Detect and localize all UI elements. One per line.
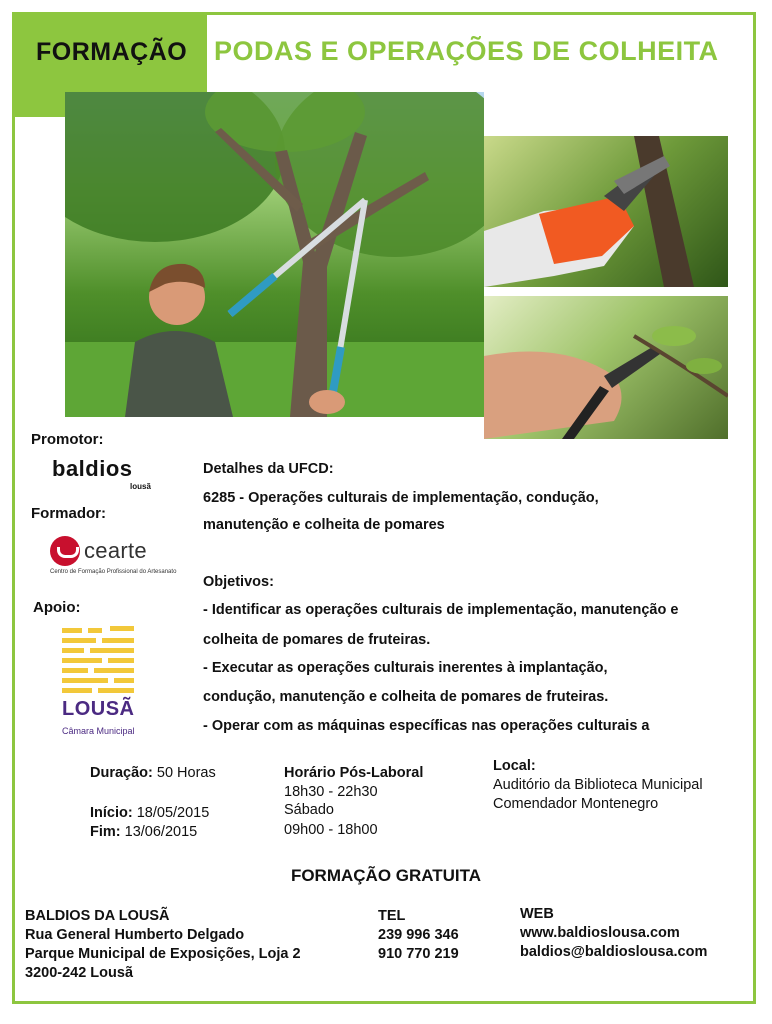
duracao-value: 50 Horas xyxy=(156,765,216,781)
horario-line: Sábado xyxy=(284,802,334,818)
free-training-banner: FORMAÇÃO GRATUITA xyxy=(290,866,482,885)
inicio-label: Início: xyxy=(90,805,133,821)
inicio-value: 18/05/2015 xyxy=(136,805,210,821)
baldios-logo xyxy=(52,456,162,491)
horario-line: 09h00 - 18h00 xyxy=(284,822,378,838)
tel-number[interactable]: 910 770 219 xyxy=(378,946,459,962)
baldios-logo-sub: lousã xyxy=(130,482,151,491)
address-line: BALDIOS DA LOUSÃ xyxy=(25,908,170,924)
website-link[interactable]: www.baldioslousa.com xyxy=(520,925,680,941)
tel-number[interactable]: 239 996 346 xyxy=(378,927,459,943)
pruning-photo-main-art xyxy=(65,92,484,417)
lousa-logo-text: LOUSÃ xyxy=(62,698,135,720)
fim-value: 13/06/2015 xyxy=(124,824,198,840)
cearte-logo-text: cearte xyxy=(84,538,147,563)
duracao-label: Duração: xyxy=(90,765,153,781)
fim xyxy=(90,824,197,841)
promotor-label: Promotor: xyxy=(31,431,104,448)
cearte-emblem-icon xyxy=(50,536,80,566)
formador-label: Formador: xyxy=(31,505,106,522)
web-label: WEB xyxy=(520,906,554,922)
objetivos-line: condução, manutenção e colheita de pomares de fruteiras. xyxy=(203,689,609,705)
lousa-logo-sub: Câmara Municipal xyxy=(62,726,135,736)
email-link[interactable]: baldios@baldioslousa.com xyxy=(520,944,708,960)
inicio xyxy=(90,805,209,822)
shears-glove-photo xyxy=(484,136,728,287)
horario-label: Horário Pós-Laboral xyxy=(284,765,424,781)
cearte-logo xyxy=(48,534,178,578)
address-line: Parque Municipal de Exposições, Loja 2 xyxy=(25,946,301,962)
objetivos-line: - Identificar as operações culturais de implementação, manutenção e xyxy=(203,602,679,618)
objetivos-line: - Executar as operações culturais inerentes à implantação, xyxy=(203,660,608,676)
shears-glove-photo-art xyxy=(484,136,728,287)
ufcd-heading: Detalhes da UFCD: xyxy=(203,461,334,477)
pruning-photo-main xyxy=(65,92,484,417)
branch-pruning-photo xyxy=(484,296,728,439)
branch-pruning-photo-art xyxy=(484,296,728,439)
local-line: Comendador Montenegro xyxy=(493,796,659,812)
horario-line: 18h30 - 22h30 xyxy=(284,784,378,800)
local-line: Auditório da Biblioteca Municipal xyxy=(493,777,703,793)
local-label: Local: xyxy=(493,758,536,774)
cearte-logo-sub: Centro de Formação Profissional do Artesanato xyxy=(50,569,177,575)
duracao xyxy=(90,765,216,782)
ufcd-line-2: manutenção e colheita de pomares xyxy=(203,517,445,533)
objetivos-line: - Operar com as máquinas específicas nas operações culturais a xyxy=(203,718,650,734)
fim-label: Fim: xyxy=(90,824,121,840)
lousa-logo xyxy=(60,626,140,740)
objetivos-line: colheita de pomares de fruteiras. xyxy=(203,632,431,648)
apoio-label: Apoio: xyxy=(33,599,81,616)
page-title: PODAS E OPERAÇÕES DE COLHEITA xyxy=(214,36,719,66)
tel-label: TEL xyxy=(378,908,406,924)
objetivos-heading: Objetivos: xyxy=(203,574,274,590)
address-line: 3200-242 Lousã xyxy=(25,965,134,981)
lousa-emblem-icon xyxy=(62,626,136,696)
ufcd-line-1: 6285 - Operações culturais de implementação, condução, xyxy=(203,490,599,506)
title-tag: FORMAÇÃO xyxy=(36,38,188,66)
baldios-logo-text: baldios xyxy=(52,456,133,481)
address-line: Rua General Humberto Delgado xyxy=(25,927,245,943)
